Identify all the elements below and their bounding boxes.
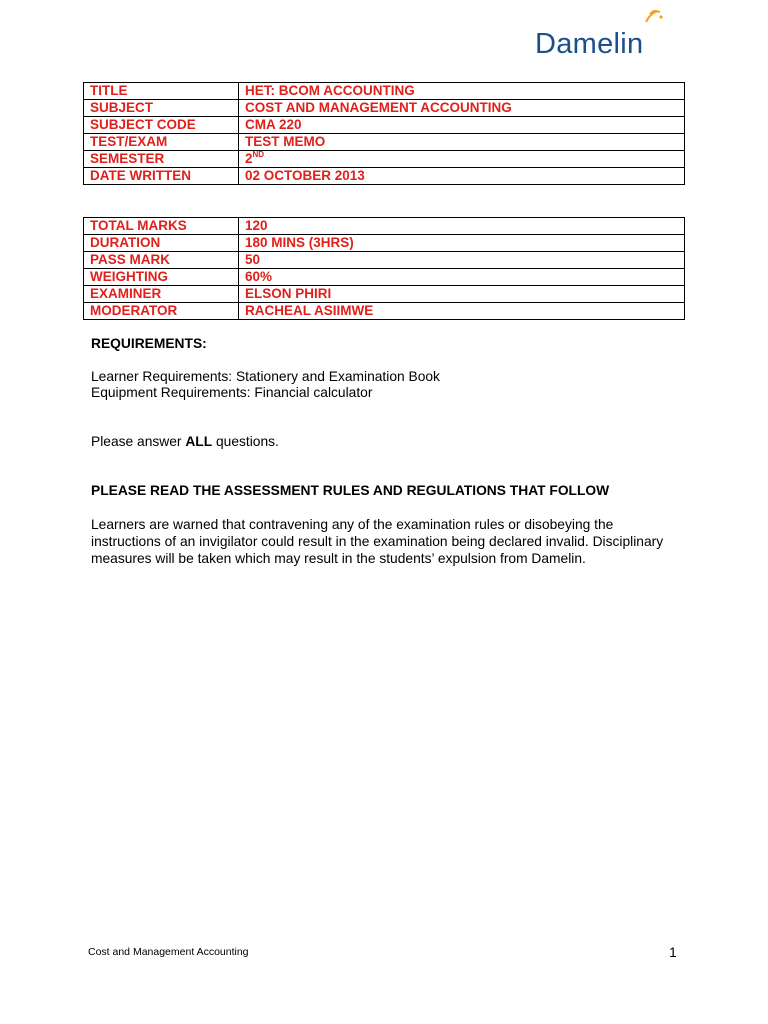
rules-paragraph [91, 516, 691, 567]
row-label: DURATION [84, 235, 239, 252]
learner-requirements: Learner Requirements: Stationery and Examination Book [91, 369, 440, 384]
table-row [84, 218, 685, 235]
instruction-emphasis: ALL [185, 434, 213, 449]
row-value: 50 [239, 252, 685, 269]
table-row [84, 269, 685, 286]
row-value: 60% [239, 269, 685, 286]
row-value: TEST MEMO [239, 134, 685, 151]
row-value: 120 [239, 218, 685, 235]
table-row [84, 83, 685, 100]
row-value: 02 OCTOBER 2013 [239, 168, 685, 185]
row-label: SUBJECT CODE [84, 117, 239, 134]
table-row [84, 117, 685, 134]
row-label: DATE WRITTEN [84, 168, 239, 185]
row-label: TOTAL MARKS [84, 218, 239, 235]
row-value [239, 151, 685, 168]
semester-suffix: ND [252, 150, 265, 159]
instruction-prefix: Please answer [91, 434, 186, 449]
row-label: EXAMINER [84, 286, 239, 303]
table-row [84, 303, 685, 320]
table-row [84, 286, 685, 303]
exam-info-table [83, 82, 685, 185]
rules-line: Learners are warned that contravening any of the examination rules or disobeying the [91, 517, 614, 532]
table-row [84, 252, 685, 269]
marks-info-table [83, 217, 685, 320]
rules-line: measures will be taken which may result in the students’ expulsion from Damelin. [91, 551, 586, 566]
row-label: WEIGHTING [84, 269, 239, 286]
row-label: SUBJECT [84, 100, 239, 117]
row-label: TEST/EXAM [84, 134, 239, 151]
logo-swoosh-icon [642, 8, 664, 28]
instruction-suffix: questions. [212, 434, 279, 449]
row-label: PASS MARK [84, 252, 239, 269]
row-value: CMA 220 [239, 117, 685, 134]
rules-heading: PLEASE READ THE ASSESSMENT RULES AND REGULATIONS THAT FOLLOW [91, 483, 610, 498]
row-value: RACHEAL ASIIMWE [239, 303, 685, 320]
row-label: MODERATOR [84, 303, 239, 320]
table-row [84, 151, 685, 168]
row-label: TITLE [84, 83, 239, 100]
row-label: SEMESTER [84, 151, 239, 168]
equipment-requirements: Equipment Requirements: Financial calculator [91, 385, 373, 400]
table-row [84, 235, 685, 252]
row-value: HET: BCOM ACCOUNTING [239, 83, 685, 100]
table-row [84, 168, 685, 185]
answer-instruction [91, 434, 279, 450]
footer-course: Cost and Management Accounting [88, 946, 249, 958]
table-row [84, 134, 685, 151]
row-value: ELSON PHIRI [239, 286, 685, 303]
row-value: COST AND MANAGEMENT ACCOUNTING [239, 100, 685, 117]
page-number: 1 [669, 944, 677, 960]
requirements-heading: REQUIREMENTS: [91, 336, 207, 351]
logo-text: Damelin [535, 28, 644, 60]
table-row [84, 100, 685, 117]
semester-number: 2 [245, 151, 253, 166]
rules-line: instructions of an invigilator could result in the examination being declared invalid. Disciplinary [91, 534, 664, 549]
row-value: 180 MINS (3HRS) [239, 235, 685, 252]
